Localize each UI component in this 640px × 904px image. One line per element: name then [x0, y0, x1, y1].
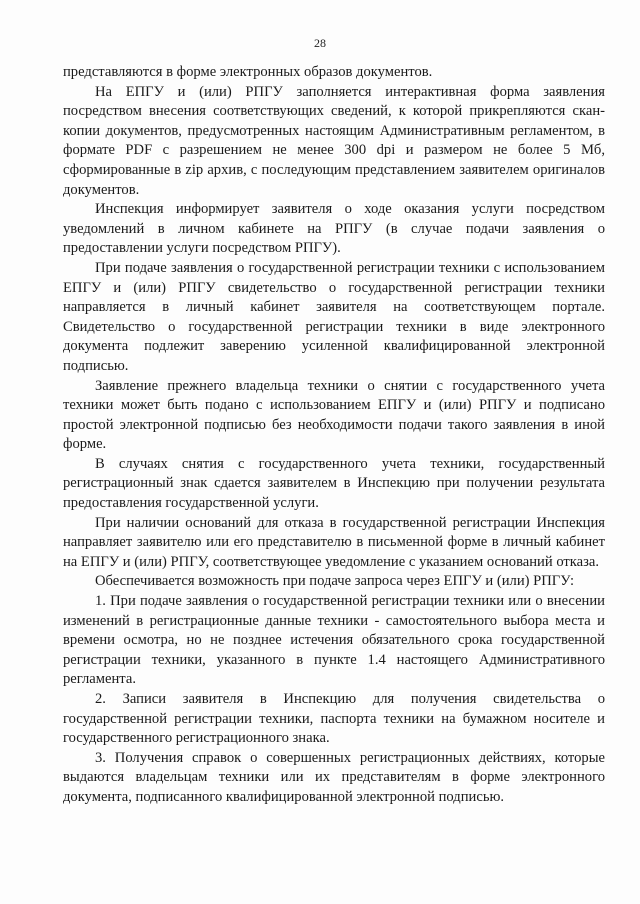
- paragraph-refusal-grounds: При наличии оснований для отказа в государственной регистрации Инспекция направляет заявителю или его представителю в письменной форме в личный кабинет на ЕПГУ и (или) РПГУ, соответствующее уведомление с указанием оснований отказа.: [63, 514, 605, 570]
- paragraph-deregistration-application: Заявление прежнего владельца техники о снятии с государственного учета техники может быть подано с использованием ЕПГУ и (или) РПГУ и подписано простой электронной подписью без необходимости подачи такого заявления в иной форме.: [63, 377, 605, 453]
- page-number: 28: [314, 36, 326, 50]
- paragraph-continuation: представляются в форме электронных образов документов.: [63, 64, 433, 80]
- paragraph-registration-plate: В случаях снятия с государственного учета техники, государственный регистрационный знак сдается заявителем в Инспекцию при получении результата предоставления государственной услуги.: [63, 455, 605, 512]
- document-body: [63, 63, 605, 808]
- paragraph-epgu-form: На ЕПГУ и (или) РПГУ заполняется интерактивная форма заявления посредством внесения соответствующих сведений, к которой прикрепляются скан-копии документов, предусмотренных настоящим Административным регламентом, в формате PDF с разрешением не менее 300 dpi и размером не более 5 Мб, сформированные в zip архив, с последующим представлением заявителем оригиналов документов.: [63, 83, 605, 198]
- paragraph-inspection-informs: Инспекция информирует заявителя о ходе оказания услуги посредством уведомлений в личном кабинете на РПГУ (в случае подачи заявления о предоставлении услуги посредством РПГУ).: [63, 201, 605, 257]
- list-item-2: 2. Записи заявителя в Инспекцию для получения свидетельства о государственной регистрации техники, паспорта техники на бумажном носителе и государственного регистрационного знака.: [63, 691, 605, 747]
- list-item-1: 1. При подаче заявления о государственной регистрации техники или о внесении изменений в регистрационные данные техники - самостоятельного выбора места и времени осмотра, но не позднее истечения обязательного срока государственной регистрации техники, указанного в пункте 1.4 настоящего Административного регламента.: [63, 593, 605, 688]
- list-item-3: 3. Получения справок о совершенных регистрационных действиях, которые выдаются владельцам техники или их представителям в форме электронного документа, подписанного квалифицированной электронной подписью.: [63, 749, 605, 805]
- paragraph-registration-certificate: При подаче заявления о государственной регистрации техники с использованием ЕПГУ и (или) РПГУ свидетельство о государственной регистрации техники направляется в личный кабинет заявителя на соответствующем портале. Свидетельство о государственной регистрации техники в виде электронного документа подлежит заверению усиленной квалифицированной электронной подписью.: [63, 259, 605, 374]
- paragraph-capabilities-intro: Обеспечивается возможность при подаче запроса через ЕПГУ и (или) РПГУ:: [95, 573, 575, 590]
